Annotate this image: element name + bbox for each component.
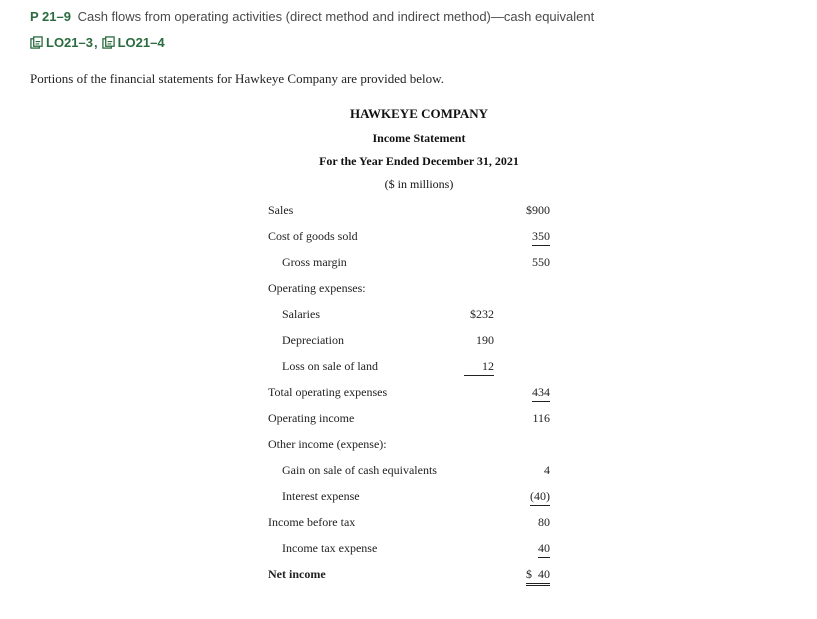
problem-header [30, 9, 594, 50]
problem-title: Cash flows from operating activities (direct method and indirect method)—cash equivalent [77, 9, 595, 24]
amount: 434 [532, 385, 550, 402]
problem-title-line [30, 9, 594, 24]
amount: 550 [532, 255, 550, 269]
amount: $232 [470, 307, 494, 321]
amount: 190 [476, 333, 494, 347]
row-gross-margin [268, 255, 558, 271]
learning-objectives [30, 35, 594, 50]
row-total-operating-expenses [268, 385, 558, 401]
problem-number: P 21–9 [30, 9, 71, 24]
amount: 116 [532, 411, 550, 425]
amount: $900 [526, 203, 550, 217]
company-name: HAWKEYE COMPANY [349, 106, 489, 121]
row-depreciation [268, 333, 558, 349]
row-label: Depreciation [282, 333, 344, 347]
row-label: Sales [268, 203, 294, 217]
row-loss-on-sale-of-land [268, 359, 558, 375]
row-income-before-tax [268, 515, 558, 531]
amount: 80 [538, 515, 550, 529]
intro-text: Portions of the financial statements for Hawkeye Company are provided below. [30, 71, 444, 86]
row-net-income [268, 567, 558, 583]
row-salaries [268, 307, 558, 323]
copy-icon [30, 36, 43, 49]
lo-separator: , [93, 35, 98, 50]
row-other-income-header [268, 437, 558, 453]
amount: 40 [538, 541, 550, 558]
lo-label-2: LO21–4 [117, 35, 165, 50]
row-gain-on-sale-of-cash-equivalents [268, 463, 558, 479]
row-income-tax-expense [268, 541, 558, 557]
row-label: Operating income [268, 411, 355, 425]
lo-link-1[interactable] [30, 35, 93, 50]
row-interest-expense [268, 489, 558, 505]
row-label: Loss on sale of land [282, 359, 378, 373]
amount: $ 40 [526, 567, 550, 586]
row-cogs [268, 229, 558, 245]
row-label: Income tax expense [282, 541, 378, 555]
row-operating-income [268, 411, 558, 427]
row-label: Gain on sale of cash equivalents [282, 463, 437, 477]
row-sales [268, 203, 558, 219]
amount: 4 [544, 463, 550, 477]
row-label: Total operating expenses [268, 385, 388, 399]
row-label: Cost of goods sold [268, 229, 358, 243]
statement-units: ($ in millions) [384, 177, 454, 191]
row-label: Net income [268, 567, 326, 581]
row-label: Income before tax [268, 515, 356, 529]
row-label: Interest expense [282, 489, 360, 503]
lo-label-1: LO21–3 [46, 35, 93, 50]
row-label: Salaries [282, 307, 320, 321]
statement-period: For the Year Ended December 31, 2021 [319, 154, 519, 168]
statement-title: Income Statement [372, 131, 466, 145]
row-label: Gross margin [282, 255, 347, 269]
row-operating-expenses-header [268, 281, 558, 297]
copy-icon [102, 36, 115, 49]
amount: 12 [464, 359, 494, 376]
amount: (40) [530, 489, 550, 506]
lo-link-2[interactable] [102, 35, 165, 50]
amount: 350 [532, 229, 550, 246]
row-label: Other income (expense): [268, 437, 387, 451]
row-label: Operating expenses: [268, 281, 366, 295]
